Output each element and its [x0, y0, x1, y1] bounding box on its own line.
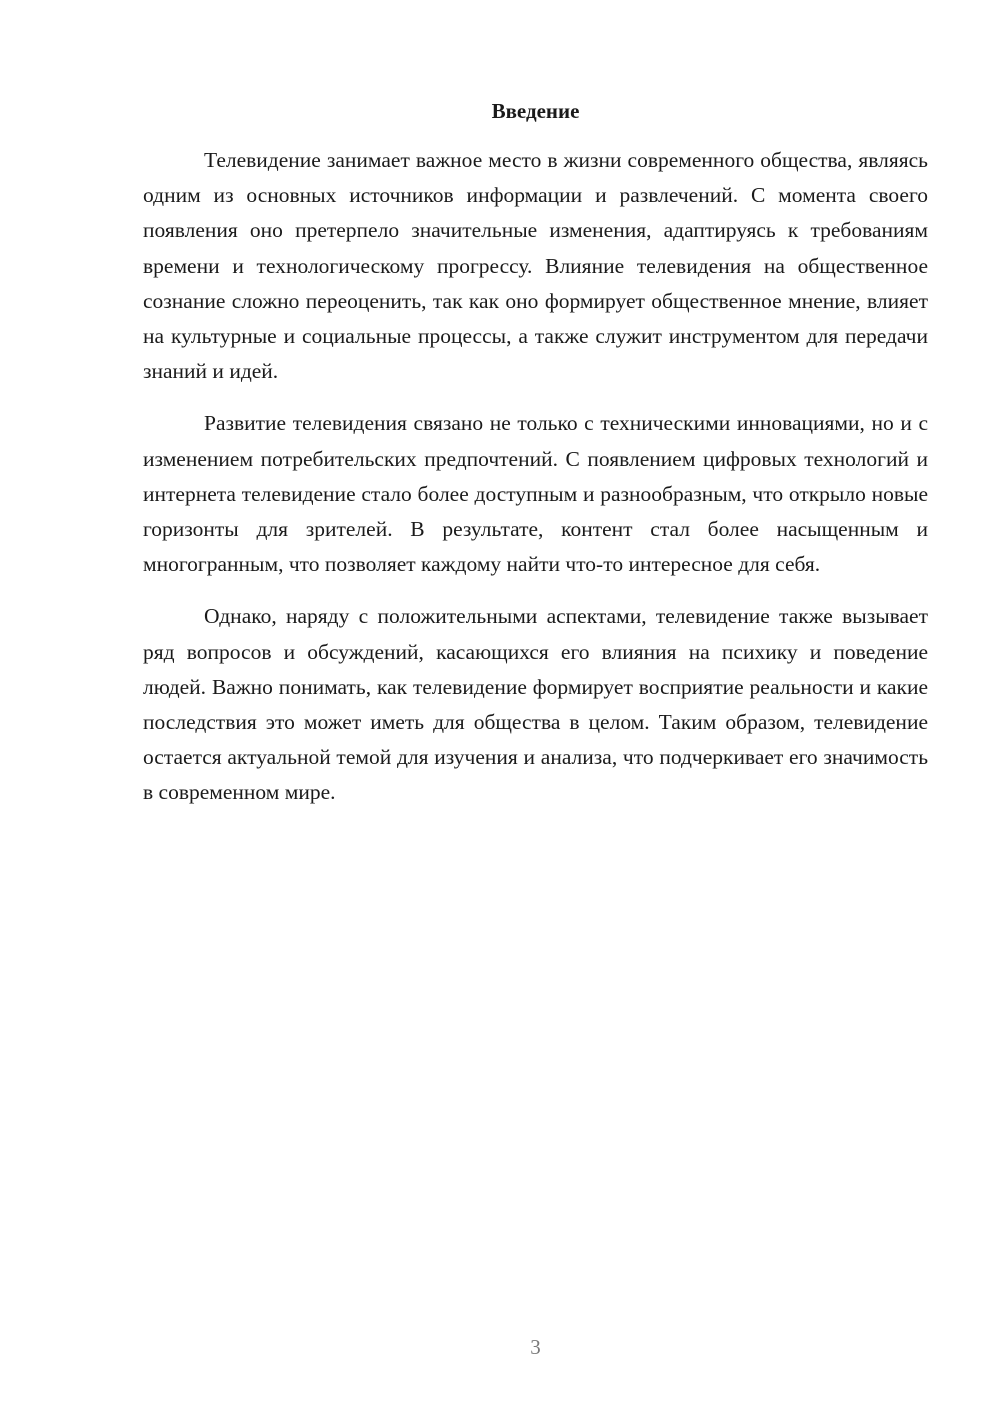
section-heading: Введение	[491, 99, 580, 123]
page-number: 3	[530, 1335, 541, 1359]
paragraph-2: Развитие телевидения связано не только с техническими инновациями, но и с изменением потребительских предпочтений. С появлением цифровых технологий и интернета телевидение стало более доступным и разнообразным, что открыло новые горизонты для зрителей. В результате, контент стал более насыщенным и многогранным, что позволяет каждому найти что-то интересное для себя.	[143, 411, 928, 577]
paragraph-1: Телевидение занимает важное место в жизни современного общества, являясь одним из основных источников информации и развлечений. С момента своего появления оно претерпело значительные изменения, адаптируясь к требованиям времени и технологическому прогрессу. Влияние телевидения на общественное сознание сложно переоценить, так как оно формирует общественное мнение, влияет на культурные и социальные процессы, а также служит инструментом для передачи знаний и идей.	[143, 148, 928, 384]
paragraph-3: Однако, наряду с положительными аспектами, телевидение также вызывает ряд вопросов и обсуждений, касающихся его влияния на психику и поведение людей. Важно понимать, как телевидение формирует восприятие реальности и какие последствия это может иметь для общества в целом. Таким образом, телевидение остается актуальной темой для изучения и анализа, что подчеркивает его значимость в современном мире.	[143, 604, 928, 805]
body-text	[143, 143, 928, 828]
